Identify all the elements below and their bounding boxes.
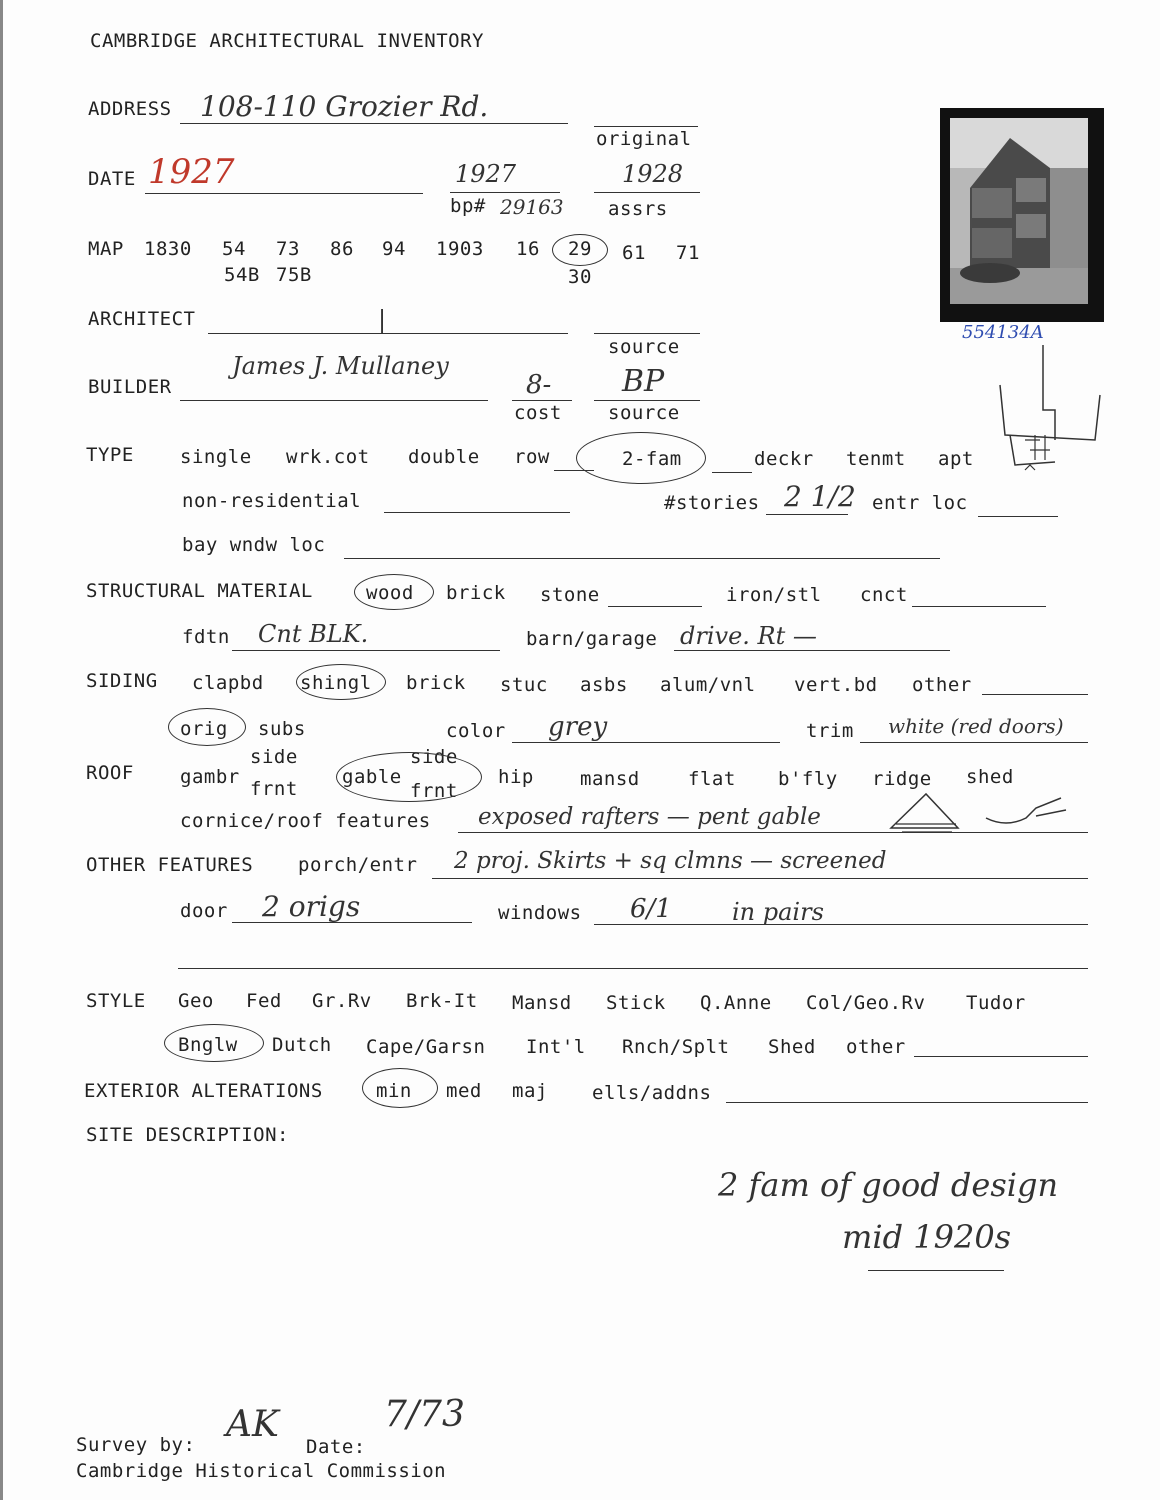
door-label: door [180, 900, 228, 922]
extra-line [178, 968, 1088, 969]
style-option: Rnch/Splt [622, 1036, 730, 1058]
map-value: 54 [222, 238, 246, 260]
siding-option: alum/vnl [660, 674, 756, 696]
siding-option: other [912, 674, 972, 696]
windows-line [594, 924, 1088, 925]
style-option: Q.Anne [700, 992, 772, 1014]
site-label: SITE DESCRIPTION: [86, 1124, 289, 1146]
trim-value: white (red doors) [888, 714, 1064, 738]
type-option: tenmt [846, 448, 906, 470]
alter-option: maj [512, 1080, 548, 1102]
orig-label: orig [180, 718, 228, 740]
style-option: Cape/Garsn [366, 1036, 486, 1058]
windows-note: in pairs [732, 898, 824, 926]
style-option: Shed [768, 1036, 816, 1058]
roof-side-1: side [250, 746, 298, 768]
trim-line [860, 742, 1088, 743]
map-value: 1830 [144, 238, 192, 260]
survey-date-label: Date: [306, 1436, 366, 1458]
map-value: 94 [382, 238, 406, 260]
roof-option: flat [688, 768, 736, 790]
struct-label: STRUCTURAL MATERIAL [86, 580, 313, 602]
alter-option: med [446, 1080, 482, 1102]
porch-line [432, 878, 1088, 879]
map-value: 61 [622, 242, 646, 264]
roof-sketch-icon [886, 788, 1076, 838]
cornice-value: exposed rafters — pent gable [478, 804, 821, 830]
alter-circle-mark [362, 1068, 438, 1108]
roof-gambr: gambr [180, 766, 240, 788]
siding-option-selected: shingl [300, 672, 372, 694]
other-features-label: OTHER FEATURES [86, 854, 254, 876]
date-value: 1927 [148, 152, 235, 192]
builder-value: James J. Mullaney [232, 352, 449, 380]
subs-label: subs [258, 718, 306, 740]
barn-label: barn/garage [526, 628, 658, 650]
map-label: MAP [88, 238, 124, 260]
struct-option: iron/stl [726, 584, 822, 606]
siding-label: SIDING [86, 670, 158, 692]
source-line [594, 400, 700, 401]
type-circle-mark [576, 432, 706, 484]
survey-date-value: 7/73 [384, 1394, 465, 1435]
type-label: TYPE [86, 444, 134, 466]
windows-value: 6/1 [630, 894, 672, 924]
struct-option-selected: wood [366, 582, 414, 604]
style-option: Tudor [966, 992, 1026, 1014]
bay-label: bay wndw loc [182, 534, 326, 556]
style-option: Gr.Rv [312, 990, 372, 1012]
roof-option: ridge [872, 768, 932, 790]
entr-loc-line [978, 516, 1058, 517]
entr-loc-label: entr loc [872, 492, 968, 514]
builder-cost: 8- [526, 370, 552, 400]
architect-source-line [594, 333, 700, 334]
struct-option: cnct [860, 584, 908, 606]
alter-option: ells/addns [592, 1082, 712, 1104]
color-line [512, 742, 780, 743]
date-label: DATE [88, 168, 136, 190]
style-other-line [914, 1056, 1088, 1057]
map-value: 16 [516, 238, 540, 260]
building-photo [940, 108, 1104, 322]
architect-line [208, 333, 568, 334]
map-value: 75B [276, 264, 312, 286]
builder-line [180, 400, 488, 401]
survey-label: Survey by: [76, 1434, 196, 1456]
door-line [232, 922, 472, 923]
type-option: double [408, 446, 480, 468]
style-option: Stick [606, 992, 666, 1014]
form-title: CAMBRIDGE ARCHITECTURAL INVENTORY [90, 30, 484, 52]
style-option: Geo [178, 990, 214, 1012]
cost-line [512, 400, 572, 401]
cornice-label: cornice/roof features [180, 810, 431, 832]
assrs-label: assrs [608, 198, 668, 220]
map-value: 71 [676, 242, 700, 264]
siding-option: clapbd [192, 672, 264, 694]
nonres-line [384, 512, 570, 513]
footer-commission: Cambridge Historical Commission [76, 1460, 447, 1482]
date-line [145, 193, 423, 194]
type-option: single [180, 446, 252, 468]
address-line [180, 123, 568, 124]
architect-label: ARCHITECT [88, 308, 196, 330]
map-value-circled: 29 [568, 238, 592, 260]
cnct-line [912, 606, 1046, 607]
type-option: row [514, 446, 550, 468]
stories-line [766, 514, 848, 515]
survey-value: AK [226, 1404, 279, 1445]
style-option: Dutch [272, 1034, 332, 1056]
bay-line [344, 558, 940, 559]
map-value: 73 [276, 238, 300, 260]
map-circle-mark [552, 234, 608, 266]
photo-id: 554134A [962, 322, 1044, 343]
assrs-year: 1928 [622, 160, 684, 188]
map-value: 1903 [436, 238, 484, 260]
stories-label: #stories [664, 492, 760, 514]
roof-side-2: side [410, 746, 458, 768]
bp-label: bp# [450, 195, 486, 217]
roof-option: hip [498, 766, 534, 788]
struct-option: stone [540, 584, 600, 606]
map-value: 54B [224, 264, 260, 286]
windows-label: windows [498, 902, 582, 924]
source-label: source [608, 336, 680, 358]
roof-circle-mark [336, 752, 482, 802]
style-label: STYLE [86, 990, 146, 1012]
fdtn-line [232, 650, 500, 651]
original-label: original [596, 128, 692, 150]
style-option: Int'l [526, 1036, 586, 1058]
fdtn-label: fdtn [182, 626, 230, 648]
stories-value: 2 1/2 [784, 480, 856, 513]
siding-circle-mark [296, 664, 386, 700]
style-option: Mansd [512, 992, 572, 1014]
alter-option-selected: min [376, 1080, 412, 1102]
type-option-selected: 2-fam [622, 448, 682, 470]
siding-option: vert.bd [794, 674, 878, 696]
roof-option: shed [966, 766, 1014, 788]
deckr-line [712, 472, 752, 473]
builder-source: BP [622, 364, 665, 399]
color-value: grey [548, 712, 608, 742]
style-circle-mark [164, 1024, 264, 1062]
original-line [594, 126, 698, 127]
source-label-2: source [608, 402, 680, 424]
fdtn-value: Cnt BLK. [258, 620, 369, 648]
alter-label: EXTERIOR ALTERATIONS [84, 1080, 323, 1102]
type-option: wrk.cot [286, 446, 370, 468]
siding-option: brick [406, 672, 466, 694]
assrs-line [594, 192, 700, 193]
style-option: Fed [246, 990, 282, 1012]
site-underline [868, 1270, 1004, 1271]
porch-label: porch/entr [298, 854, 418, 876]
bp-number: 29163 [500, 195, 564, 219]
cost-label: cost [514, 402, 562, 424]
style-option: Col/Geo.Rv [806, 992, 926, 1014]
roof-frnt-2: frnt [410, 780, 458, 802]
roof-label: ROOF [86, 762, 134, 784]
site-note-2: mid 1920s [842, 1218, 1012, 1256]
roof-gable: gable [342, 766, 402, 788]
stone-line [608, 606, 702, 607]
porch-value: 2 proj. Skirts + sq clmns — screened [454, 848, 887, 874]
style-option: Brk-It [406, 990, 478, 1012]
door-value: 2 origs [262, 890, 361, 923]
type-option: deckr [754, 448, 814, 470]
struct-option: brick [446, 582, 506, 604]
map-value: 30 [568, 266, 592, 288]
style-option-selected: Bnglw [178, 1034, 238, 1056]
style-option: other [846, 1036, 906, 1058]
address-value: 108-110 Grozier Rd. [200, 90, 489, 123]
map-value: 86 [330, 238, 354, 260]
nonres-label: non-residential [182, 490, 362, 512]
site-note-1: 2 fam of good design [718, 1166, 1059, 1204]
barn-line [674, 650, 950, 651]
floorplan-sketch-icon [995, 340, 1115, 480]
type-option: apt [938, 448, 974, 470]
address-label: ADDRESS [88, 98, 172, 120]
ells-line [726, 1102, 1088, 1103]
siding-other-line [982, 694, 1088, 695]
architect-value: | [378, 306, 387, 334]
orig-circle-mark [168, 708, 246, 746]
roof-option: b'fly [778, 768, 838, 790]
roof-option: mansd [580, 768, 640, 790]
barn-value: drive. Rt — [680, 622, 817, 650]
struct-circle-mark [354, 574, 434, 610]
roof-frnt-1: frnt [250, 778, 298, 800]
bp-year: 1927 [455, 160, 517, 188]
bp-line [450, 192, 560, 193]
builder-label: BUILDER [88, 376, 172, 398]
color-label: color [446, 720, 506, 742]
siding-option: asbs [580, 674, 628, 696]
trim-label: trim [806, 720, 854, 742]
siding-option: stuc [500, 674, 548, 696]
